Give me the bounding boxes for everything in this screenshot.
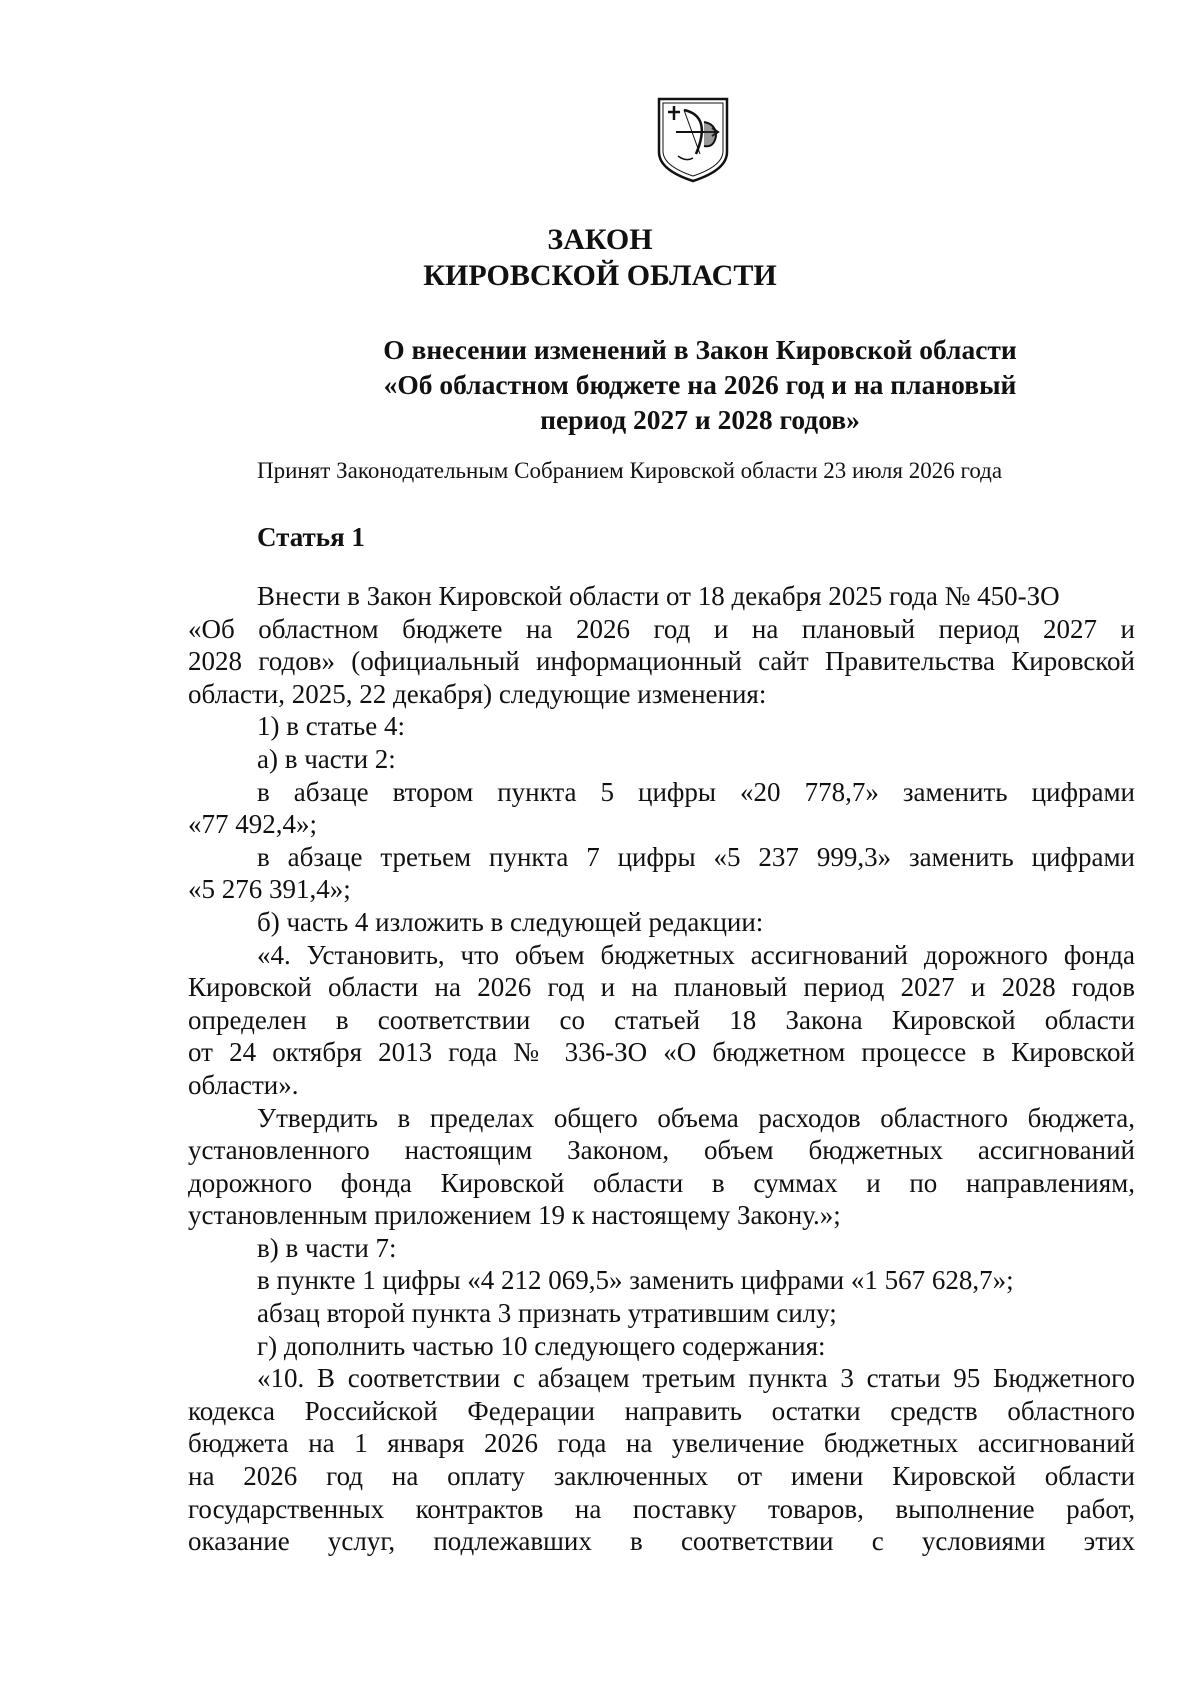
text-line: абзац второй пункта 3 признать утратившим силу; <box>257 1298 837 1329</box>
text-line: Утвердить в пределах общего объема расходов областного бюджета, <box>257 1102 1135 1133</box>
text-line: 1) в статье 4: <box>257 711 405 742</box>
text-line: оказание услуг, подлежавших в соответствии с условиями этих <box>188 1526 1135 1557</box>
text-line: а) в части 2: <box>257 743 396 774</box>
text-line: государственных контрактов на поставку товаров, выполнение работ, <box>188 1493 1135 1524</box>
text-line: «10. В соответствии с абзацем третьим пункта 3 статьи 95 Бюджетного <box>257 1363 1135 1394</box>
text-line: «5 276 391,4»; <box>188 874 351 905</box>
text-line: «4. Установить, что объем бюджетных ассигнований дорожного фонда <box>257 939 1135 970</box>
text-line: установленным приложением 19 к настоящему Закону.»; <box>188 1200 841 1231</box>
text-line: установленного настоящим Законом, объем бюджетных ассигнований <box>188 1135 1135 1166</box>
text-line: в пункте 1 цифры «4 212 069,5» заменить цифрами «1 567 628,7»; <box>257 1265 1014 1296</box>
text-line: определен в соответствии со статьей 18 Закона Кировской области <box>188 1004 1135 1035</box>
text-line: 2028 годов» (официальный информационный сайт Правительства Кировской <box>188 646 1135 677</box>
law-heading-line-1: ЗАКОН <box>547 223 653 256</box>
text-line: г) дополнить частью 10 следующего содержания: <box>257 1330 826 1361</box>
text-line: области, 2025, 22 декабря) следующие изменения: <box>188 678 767 709</box>
law-title-line-3: период 2027 и 2028 годов» <box>540 404 860 435</box>
text-line: бюджета на 1 января 2026 года на увеличение бюджетных ассигнований <box>188 1428 1135 1459</box>
text-line: «77 492,4»; <box>188 809 318 840</box>
text-line: Внести в Закон Кировской области от 18 декабря 2025 года № 450-ЗО <box>257 581 1060 611</box>
text-line: Кировской области на 2026 год и на плановый период 2027 и 2028 годов <box>188 972 1135 1003</box>
text-line: «Об областном бюджете на 2026 год и на плановый период 2027 и <box>188 613 1135 644</box>
text-line: дорожного фонда Кировской области в суммах и по направлениям, <box>188 1167 1135 1198</box>
law-heading-line-2: КИРОВСКОЙ ОБЛАСТИ <box>423 259 777 292</box>
text-line: б) часть 4 изложить в следующей редакции: <box>257 906 764 937</box>
law-title-line-1: О внесении изменений в Закон Кировской области <box>383 334 1017 365</box>
article-heading: Статья 1 <box>257 522 365 552</box>
article-body <box>188 580 1135 1558</box>
adoption-note: Принят Законодательным Собранием Кировской области 23 июля 2026 года <box>257 458 1003 483</box>
law-title-line-2: «Об областном бюджете на 2026 год и на плановый <box>383 369 1017 400</box>
text-line: в) в части 7: <box>257 1232 397 1263</box>
text-line: от 24 октября 2013 года № 336-ЗО «О бюджетном процессе в Кировской <box>188 1037 1135 1068</box>
coat-of-arms-icon <box>656 96 730 184</box>
text-line: на 2026 год на оплату заключенных от имени Кировской области <box>188 1461 1135 1492</box>
text-line: в абзаце втором пункта 5 цифры «20 778,7» заменить цифрами <box>257 776 1135 807</box>
law-title <box>340 332 1060 437</box>
law-heading <box>0 222 1200 294</box>
text-line: области». <box>188 1069 299 1100</box>
text-line: в абзаце третьем пункта 7 цифры «5 237 999,3» заменить цифрами <box>257 841 1135 872</box>
text-line: кодекса Российской Федерации направить остатки средств областного <box>188 1395 1135 1426</box>
